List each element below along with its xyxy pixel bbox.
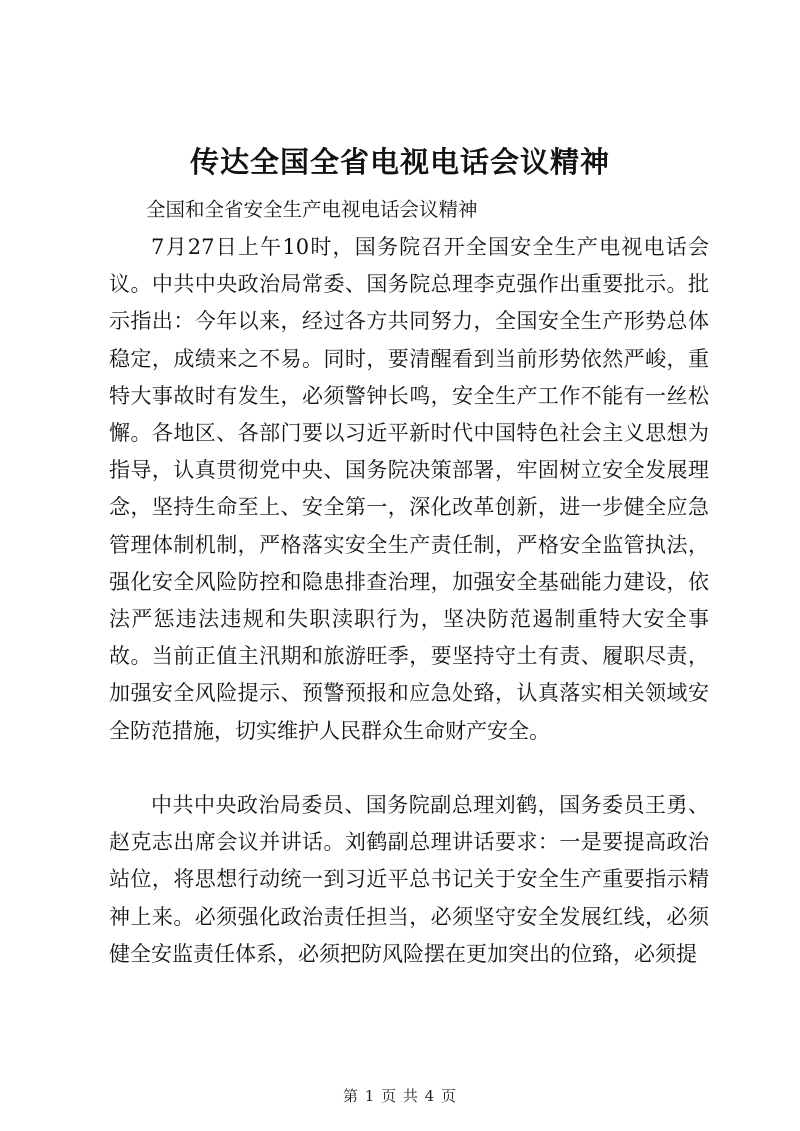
page-number-footer: 第 1 页 共 4 页 [343, 1087, 457, 1105]
body-paragraph-1: 7月27日上午10时，国务院召开全国安全生产电视电话会议。中共中央政治局常委、国务院总理李克强作出重要批示。批示指出：今年以来，经过各方共同努力，全国安全生产形势总体稳定，成绩来之不易。同时，要清醒看到当前形势依然严峻，重特大事故时有发生，必须警钟长鸣，安全生产工作不能有一丝松懈。各地区、各部门要以习近平新时代中国特色社会主义思想为指导，认真贯彻党中央、国务院决策部署，牢固树立安全发展理念，坚持生命至上、安全第一，深化改革创新，进一步健全应急管理体制机制，严格落实安全生产责任制，严格安全监管执法，强化安全风险防控和隐患排查治理，加强安全基础能力建设，依法严惩违法违规和失职渎职行为，坚决防范遏制重特大安全事故。当前正值主汛期和旅游旺季，要坚持守土有责、履职尽责，加强安全风险提示、预警预报和应急处臵，认真落实相关领域安全防范措施，切实维护人民群众生命财产安全。 [109, 235, 709, 743]
document-title: 传达全国全省电视电话会议精神 [189, 145, 610, 179]
document-subtitle: 全国和全省安全生产电视电话会议精神 [146, 198, 478, 221]
body-paragraph-2: 中共中央政治局委员、国务院副总理刘鹤，国务委员王勇、赵克志出席会议并讲话。刘鹤副总理讲话要求：一是要提高政治站位，将思想行动统一到习近平总书记关于安全生产重要指示精神上来。必须强化政治责任担当，必须坚守安全发展红线，必须健全安监责任体系，必须把防风险摆在更加突出的位臵，必须提 [109, 793, 709, 966]
